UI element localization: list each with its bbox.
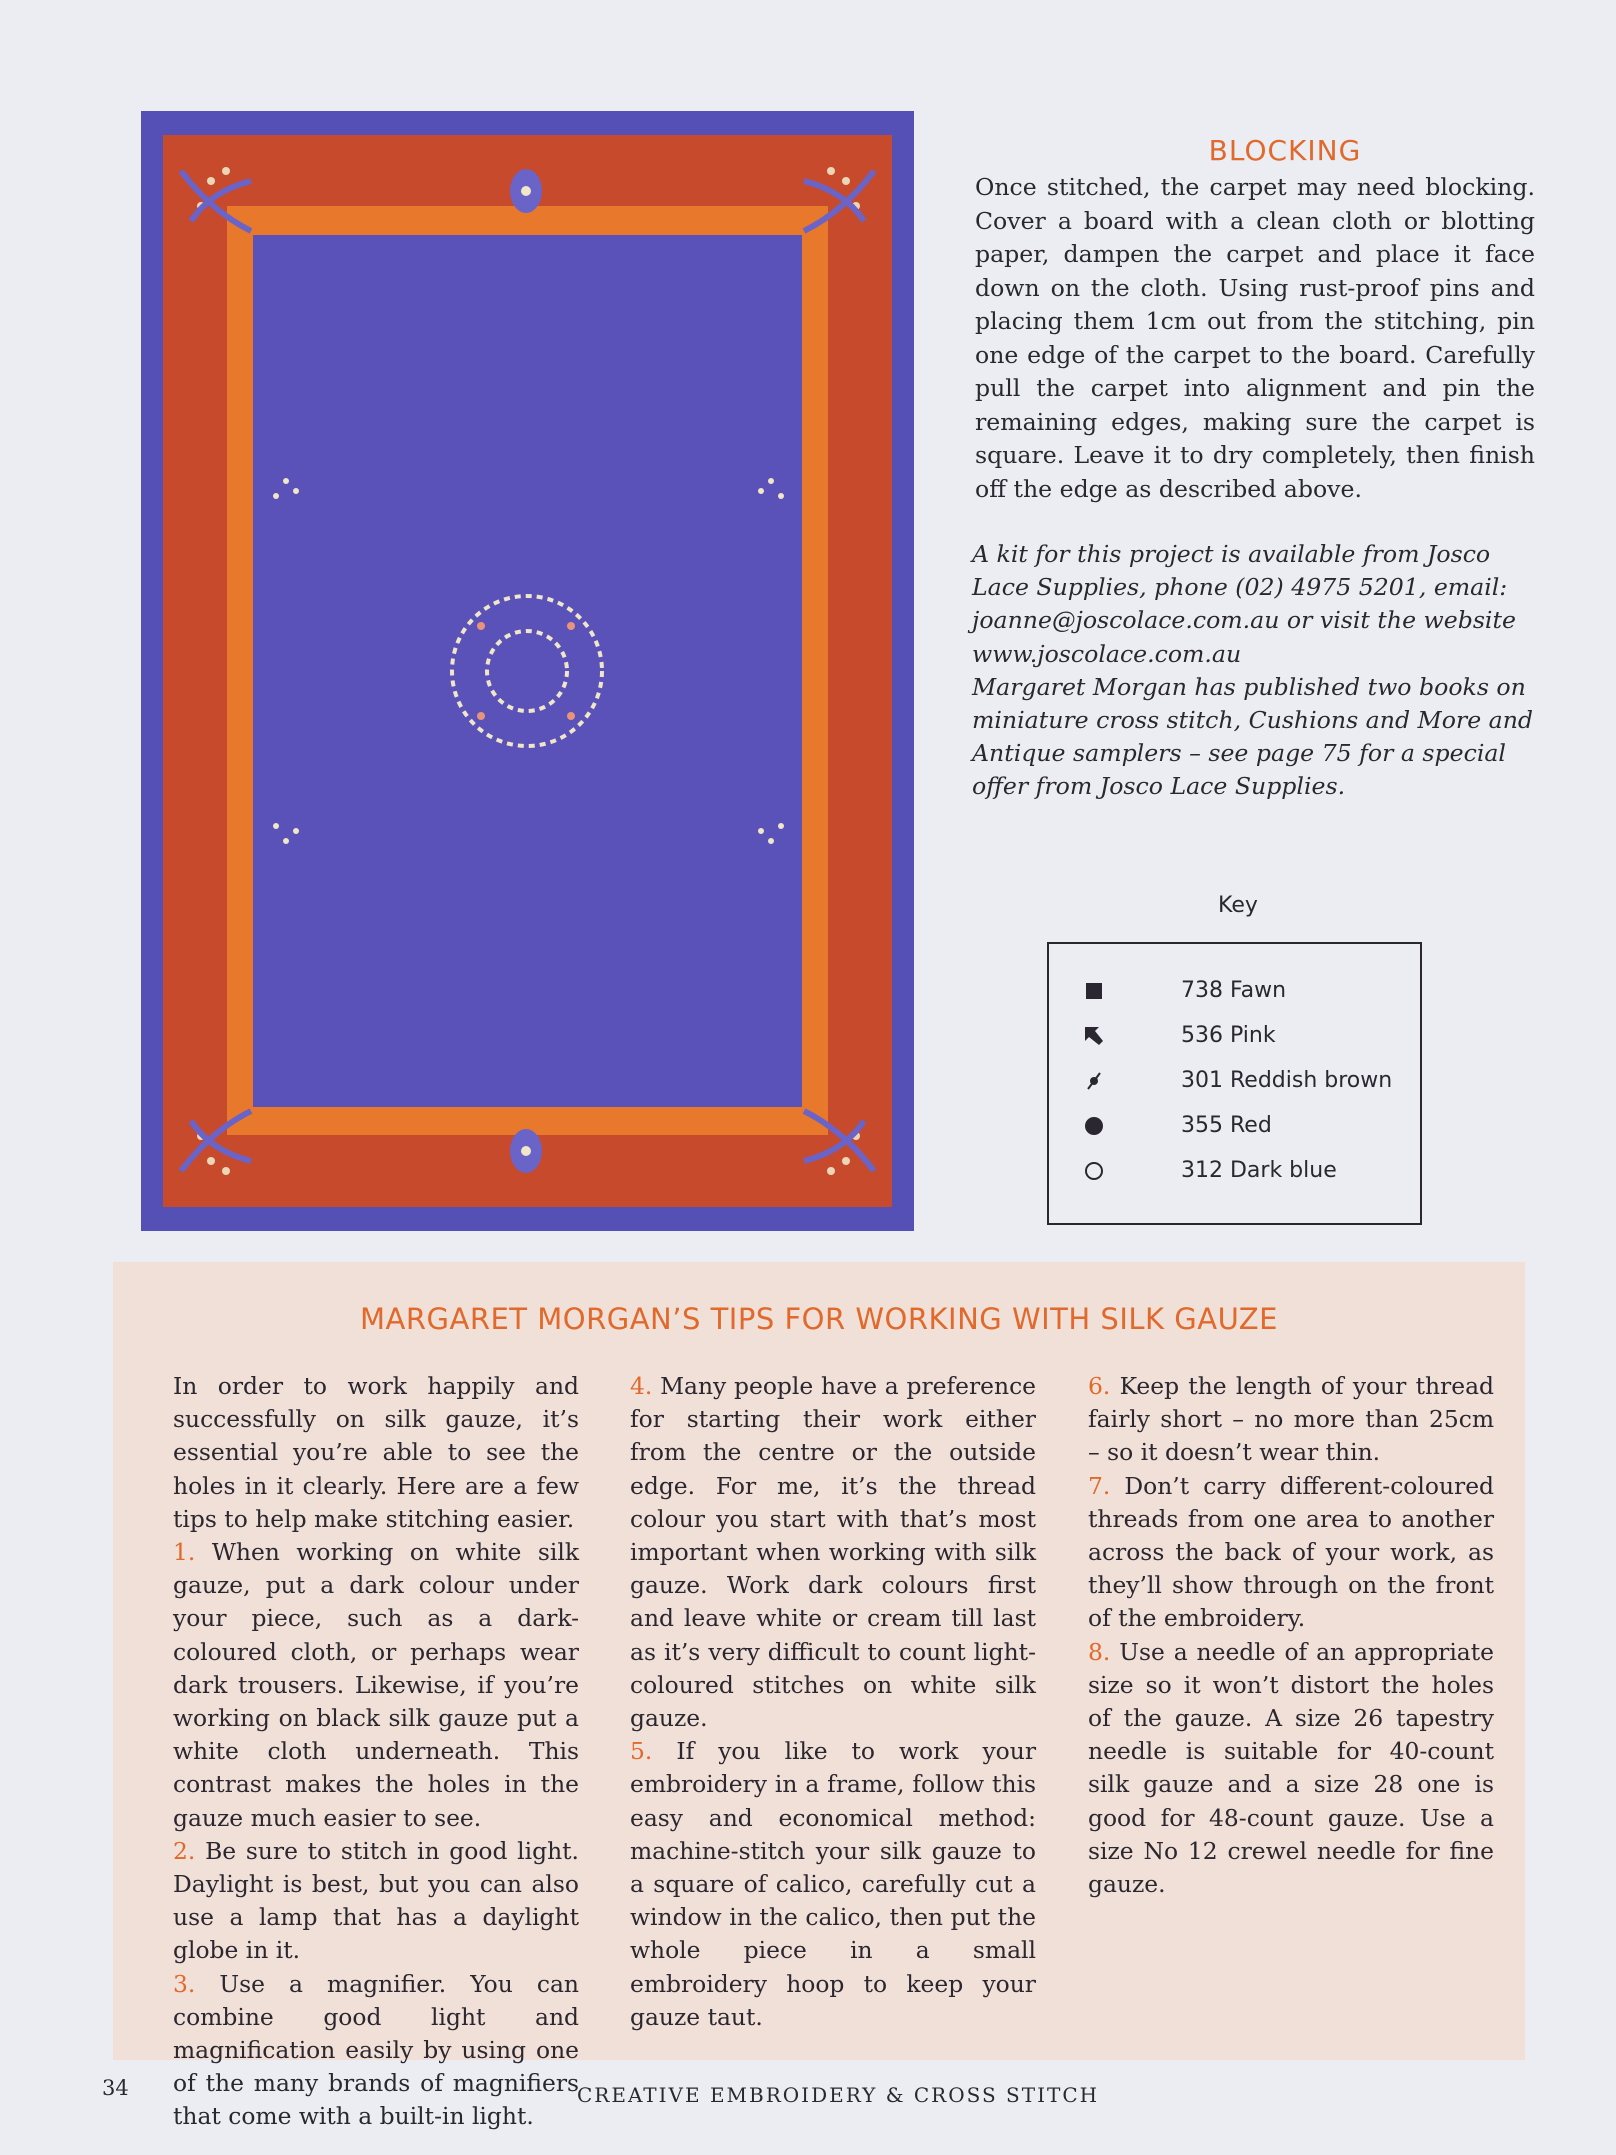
tip-item (1088, 1370, 1494, 1470)
kit-availability: A kit for this project is available from Josco Lace Supplies, phone (02) 4975 5201, email: joanne@joscolace.com.au or visit the website www.joscolace.com.au (972, 540, 1516, 668)
arrow-up-left-icon (1081, 1023, 1107, 1049)
tips-column-2 (630, 1370, 1036, 2034)
tip-text: Many people have a preference for starting their work either from the centre or the outside edge. For me, it’s the thread colour you start with that’s most important when working with silk gauze. Work dark colours first and leave white or cream till last as it’s very difficult to count light-coloured stitches on white silk gauze. (630, 1372, 1037, 1733)
tip-number: 5. (630, 1737, 653, 1766)
tip-item (630, 1370, 1036, 1735)
key-item-label: 738 Fawn (1181, 978, 1287, 1003)
tip-number: 7. (1088, 1471, 1111, 1500)
filled-square-icon (1081, 978, 1107, 1004)
key-item (1049, 1062, 1420, 1102)
blocking-section (975, 134, 1535, 506)
key-item (1049, 1107, 1420, 1147)
key-item-label: 355 Red (1181, 1113, 1272, 1138)
tip-text: Don’t carry different-coloured threads from one area to another across the back of your work, as they’ll show through on the front of the embroidery. (1088, 1471, 1495, 1633)
key-item (1049, 972, 1420, 1012)
tip-text: Use a magnifier. You can combine good light and magnification easily by using one of the many brands of magnifiers that come with a built-in light. (173, 1969, 579, 2131)
tip-text: Use a needle of an appropriate size so it won’t distort the holes of the gauze. A size 26 tapestry needle is suitable for 40-count silk gauze and a size 28 one is good for 48-count gauze. Use a size No 12 crewel needle for fine gauze. (1088, 1637, 1494, 1899)
tip-text: Be sure to stitch in good light. Daylight is best, but you can also use a lamp that has a daylight globe in it. (173, 1836, 579, 1965)
tips-column-3 (1088, 1370, 1494, 1901)
key-item-label: 536 Pink (1181, 1023, 1276, 1048)
carpet-embroidery-photo (141, 111, 914, 1231)
tip-number: 4. (630, 1372, 653, 1400)
colour-key (1047, 942, 1422, 1225)
tips-column-1 (173, 1370, 579, 2134)
kit-info (972, 538, 1542, 804)
tip-text: If you like to work your embroidery in a frame, follow this easy and economical method: machine-stitch your silk gauze to a square of calico, carefully cut a window in the calico, then put the whole piece in a small embroidery hoop to keep your gauze taut. (630, 1737, 1036, 2031)
tip-item (173, 1835, 579, 1968)
page-number: 34 (102, 2076, 129, 2100)
tips-heading: MARGARET MORGAN’S TIPS FOR WORKING WITH SILK GAUZE (360, 1302, 1278, 1336)
tip-number: 6. (1088, 1372, 1111, 1400)
blocking-heading: BLOCKING (1208, 134, 1362, 167)
tip-item (1088, 1636, 1494, 1902)
tip-item (1088, 1470, 1494, 1636)
key-title: Key (1218, 893, 1258, 918)
tip-number: 1. (173, 1538, 196, 1567)
small-dot-slash-icon (1081, 1068, 1107, 1094)
tip-text: Keep the length of your thread fairly short – no more than 25cm – so it doesn’t wear thin. (1088, 1372, 1494, 1467)
tip-item (173, 1536, 579, 1835)
blocking-body: Once stitched, the carpet may need blocking. Cover a board with a clean cloth or blotting paper, dampen the carpet and place it face down on the cloth. Using rust-proof pins and placing them 1cm out from the stitching, pin one edge of the carpet to the board. Carefully pull the carpet into alignment and pin the remaining edges, making sure the carpet is square. Leave it to dry completely, then finish off the edge as described above. (975, 173, 1535, 503)
author-books: Margaret Morgan has published two books on miniature cross stitch, Cushions and More and Antique samplers – see page 75 for a special offer from Josco Lace Supplies. (972, 672, 1534, 801)
key-item-label: 312 Dark blue (1181, 1158, 1337, 1183)
magazine-name: CREATIVE EMBROIDERY & CROSS STITCH (577, 2083, 1100, 2107)
tip-item (630, 1735, 1036, 2034)
key-item-label: 301 Reddish brown (1181, 1068, 1393, 1093)
tip-number: 2. (173, 1836, 196, 1865)
tips-intro: In order to work happily and successfully on silk gauze, it’s essential you’re able to see the holes in it clearly. Here are a few tips to help make stitching easier. (173, 1372, 579, 1533)
open-circle-icon (1081, 1158, 1107, 1184)
filled-circle-icon (1081, 1113, 1107, 1139)
tip-number: 3. (173, 1969, 196, 1998)
tip-text: When working on white silk gauze, put a dark colour under your piece, such as a dark-coloured cloth, or perhaps wear dark trousers. Likewise, if you’re working on black silk gauze put a white cloth underneath. This contrast makes the holes in the gauze much easier to see. (173, 1538, 580, 1832)
key-item (1049, 1152, 1420, 1192)
key-item (1049, 1017, 1420, 1057)
tip-item (173, 1968, 579, 2134)
tip-number: 8. (1088, 1637, 1111, 1666)
